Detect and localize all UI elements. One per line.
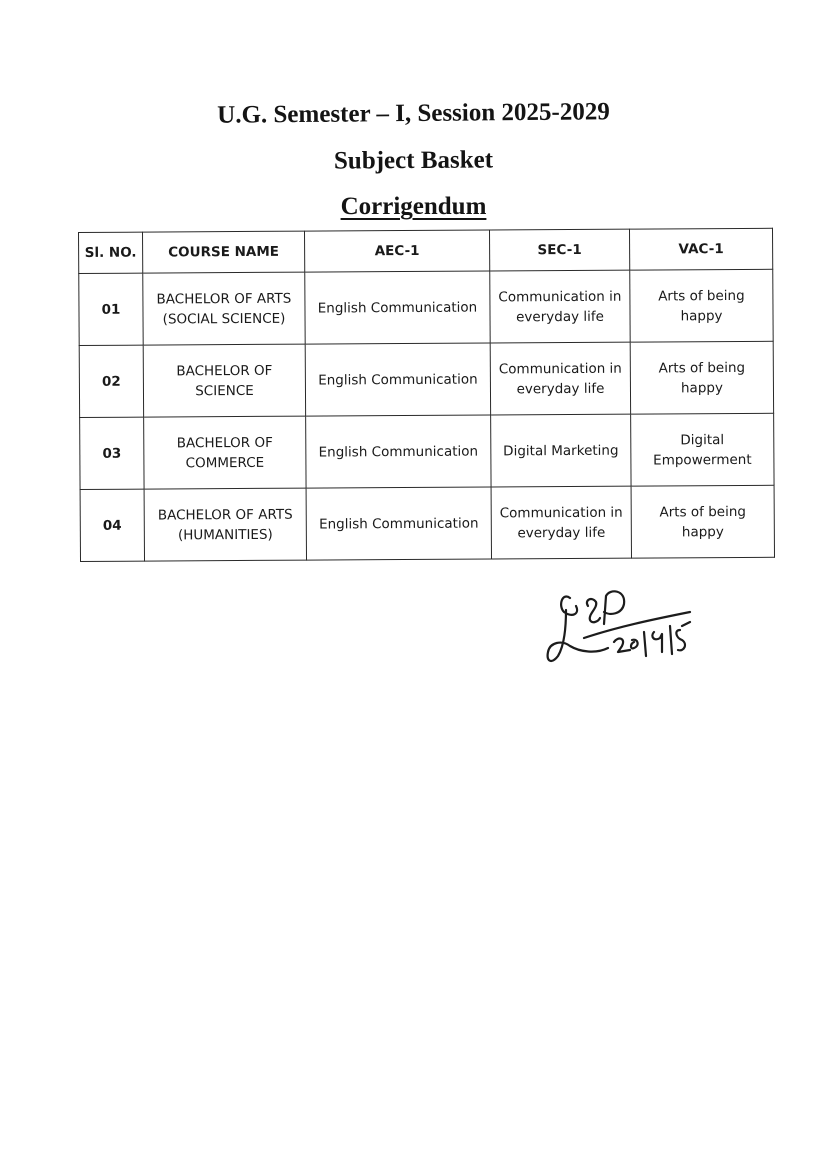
course-line: BACHELOR OF ARTS (156, 290, 292, 308)
cell-sl-no: 01 (79, 273, 143, 345)
cell-aec: English Communication (306, 487, 491, 560)
course-line: BACHELOR OF ARTS (157, 506, 293, 524)
signature-underline-stroke (584, 612, 690, 638)
vac-line: happy (680, 307, 723, 324)
cell-sec (490, 270, 630, 343)
table-header-row (79, 228, 773, 273)
subject-basket-table-container (78, 228, 774, 562)
header-aec-1: AEC-1 (304, 230, 489, 272)
document-subtitle: Subject Basket (333, 146, 494, 175)
cell-course-name (144, 416, 306, 489)
cell-vac (631, 485, 774, 558)
vac-line: Digital (680, 431, 725, 448)
corrigendum-heading (0, 193, 827, 221)
course-line: (SOCIAL SCIENCE) (162, 310, 286, 327)
signature-p-stroke (604, 591, 624, 624)
cell-sec (490, 342, 630, 415)
course-line: BACHELOR OF (176, 362, 273, 379)
cell-sl-no: 04 (80, 489, 144, 561)
sec-line: Digital Marketing (503, 442, 619, 459)
vac-line: Arts of being (658, 287, 745, 304)
header-course-name: COURSE NAME (143, 231, 305, 273)
sec-line: Communication in (499, 504, 623, 521)
cell-vac (631, 413, 774, 486)
cell-vac (630, 269, 773, 342)
corrigendum-label: Corrigendum (340, 193, 487, 220)
signature-strokes (548, 591, 690, 661)
header-sl-no: Sl. NO. (79, 232, 143, 273)
vac-line: happy (681, 523, 724, 540)
course-line: (HUMANITIES) (177, 526, 273, 543)
sec-line: everyday life (516, 380, 605, 397)
signature-loop-stroke (548, 597, 608, 661)
course-line: COMMERCE (185, 454, 265, 471)
cell-sec (491, 414, 631, 487)
vac-line: Arts of being (658, 359, 746, 376)
cell-aec: English Communication (306, 415, 491, 488)
cell-course-name (144, 488, 306, 561)
table-row (80, 485, 774, 561)
sec-line: Communication in (498, 360, 622, 377)
cell-aec: English Communication (305, 271, 490, 344)
subject-basket-table (78, 228, 775, 562)
cell-course-name (143, 344, 305, 417)
header-sec-1: SEC-1 (489, 229, 629, 271)
signature-s-stroke (587, 599, 600, 622)
sec-line: Communication in (498, 288, 622, 305)
cell-sl-no: 02 (79, 345, 143, 417)
vac-line: happy (680, 379, 723, 396)
cell-sec (491, 486, 631, 559)
cell-vac (630, 341, 773, 414)
cell-sl-no: 03 (80, 417, 144, 489)
sec-line: everyday life (516, 308, 604, 325)
course-line: BACHELOR OF (176, 434, 273, 451)
sec-line: everyday life (517, 524, 606, 541)
table-row (80, 413, 774, 489)
table-row (79, 269, 773, 345)
cell-course-name (143, 272, 305, 345)
course-line: SCIENCE (195, 382, 254, 399)
vac-line: Empowerment (653, 451, 752, 468)
vac-line: Arts of being (659, 503, 747, 520)
table-row (79, 341, 773, 417)
handwritten-signature (540, 580, 710, 680)
document-title: U.G. Semester – I, Session 2025-2029 (217, 98, 610, 129)
cell-aec: English Communication (305, 343, 490, 416)
header-vac-1: VAC-1 (629, 228, 772, 270)
